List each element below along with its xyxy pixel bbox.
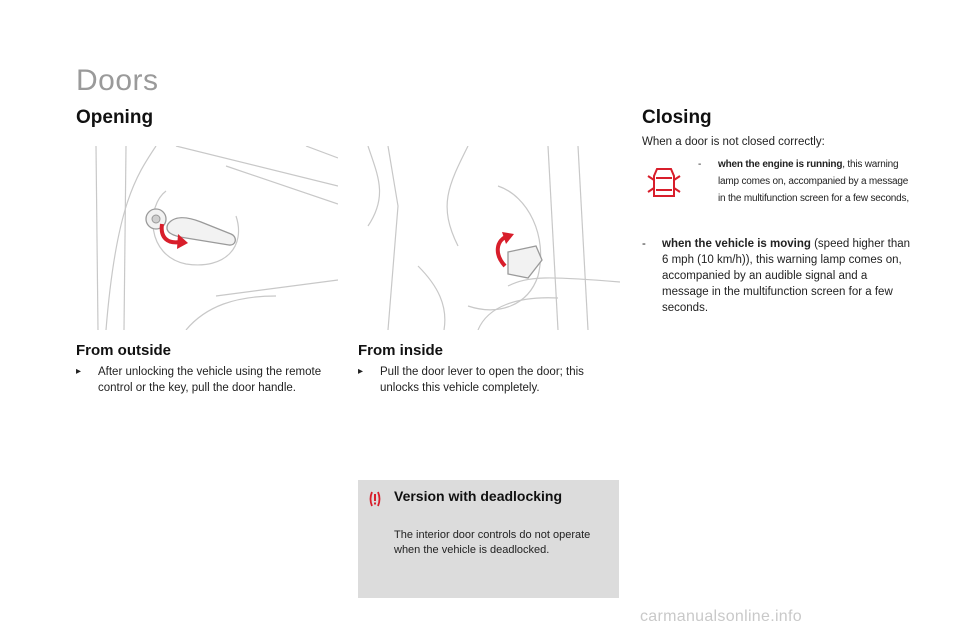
page-title: Doors — [76, 64, 159, 97]
deadlocking-notice-box — [358, 480, 619, 598]
closing-item-engine-running-text — [718, 156, 910, 207]
from-outside-instruction — [76, 364, 326, 396]
from-inside-text: Pull the door lever to open the door; this unlocks this vehicle completely. — [380, 366, 584, 394]
outside-handle-drawing — [76, 146, 338, 330]
door-open-warning-lamp-icon — [646, 166, 682, 200]
inside-lever-illustration — [358, 146, 620, 330]
deadlocking-heading: Version with deadlocking — [394, 488, 563, 504]
watermark: carmanualsonline.info — [640, 608, 802, 625]
opening-heading: Opening — [76, 107, 154, 128]
from-outside-text: After unlocking the vehicle using the remote control or the key, pull the door handle. — [98, 366, 322, 394]
from-inside-instruction — [358, 364, 613, 396]
dash-mark: - — [642, 238, 646, 250]
vehicle-moving-rest: (speed higher than 6 mph (10 km/h)), this warning lamp comes on, accompanied by an audible signal and a message in the multifunction screen for a few seconds. — [662, 238, 911, 314]
bullet-icon: ▸ — [76, 366, 82, 377]
closing-item-vehicle-moving — [642, 236, 912, 316]
closing-item-vehicle-moving-text — [662, 236, 912, 316]
from-inside-heading: From inside — [358, 342, 444, 359]
engine-running-rest: , this warning lamp comes on, accompanied by a message in the multifunction screen for a few seconds, — [718, 159, 909, 204]
dash-mark: - — [698, 159, 702, 170]
closing-heading: Closing — [642, 107, 712, 128]
inside-lever-drawing — [358, 146, 620, 330]
deadlocking-text: The interior door controls do not operate when the vehicle is deadlocked. — [394, 529, 591, 556]
engine-running-bold: when the engine is running — [718, 159, 843, 170]
bullet-icon: ▸ — [358, 366, 364, 377]
warning-exclamation-icon — [366, 490, 384, 508]
vehicle-moving-bold: when the vehicle is moving — [662, 238, 811, 250]
from-outside-heading: From outside — [76, 342, 172, 359]
closing-intro: When a door is not closed correctly: — [642, 136, 825, 148]
outside-handle-illustration — [76, 146, 338, 330]
closing-item-engine-running — [698, 156, 910, 207]
